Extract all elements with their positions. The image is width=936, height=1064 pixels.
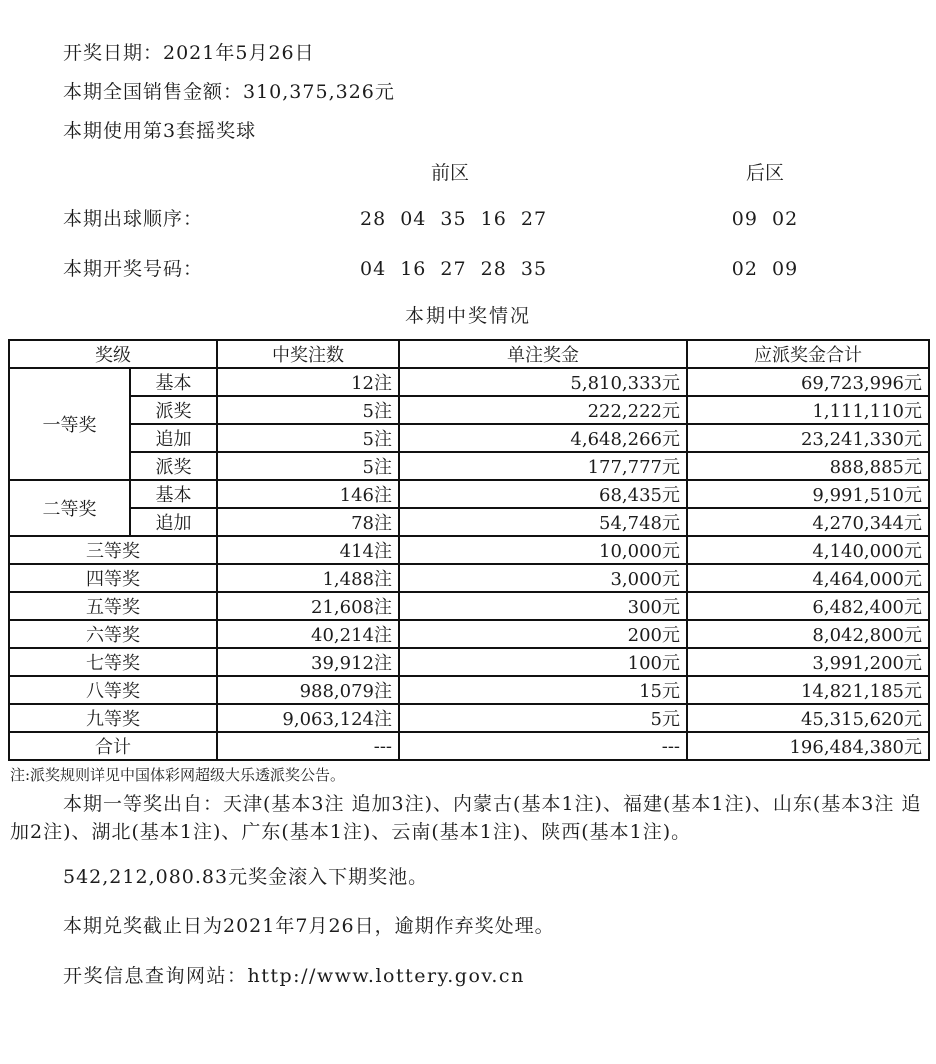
table-row-total [9,732,929,760]
total-prize-cell: 45,315,620元 [687,704,929,732]
count-cell: 5注 [217,396,399,424]
table-row-fourth-prize [9,564,929,592]
table-row-second-prize-addon [9,508,929,536]
single-prize-cell: 4,648,266元 [399,424,687,452]
count-cell: 988,079注 [217,676,399,704]
single-prize-cell: 3,000元 [399,564,687,592]
back-zone-label: 后区 [745,162,784,184]
table-row-fifth-prize [9,592,929,620]
count-cell: 78注 [217,508,399,536]
single-prize-cell: 100元 [399,648,687,676]
total-prize-cell: 3,991,200元 [687,648,929,676]
header-count: 中奖注数 [217,340,399,368]
table-row-ninth-prize [9,704,929,732]
count-cell: 414注 [217,536,399,564]
zone-header-row [0,162,936,184]
tier-cell-first-prize: 一等奖 [9,368,130,480]
winning-numbers-row [0,258,936,280]
info-website-line: 开奖信息查询网站：http://www.lottery.gov.cn [63,965,525,987]
winning-numbers-front: 04 16 27 28 35 [360,258,548,280]
single-prize-cell: --- [399,732,687,760]
total-prize-cell: 8,042,800元 [687,620,929,648]
table-row-first-prize-basic [9,368,929,396]
table-row-third-prize [9,536,929,564]
single-prize-cell: 10,000元 [399,536,687,564]
total-prize-cell: 196,484,380元 [687,732,929,760]
single-prize-cell: 5,810,333元 [399,368,687,396]
single-prize-cell: 300元 [399,592,687,620]
single-prize-cell: 54,748元 [399,508,687,536]
tier-cell: 八等奖 [9,676,217,704]
count-cell: --- [217,732,399,760]
total-prize-cell: 14,821,185元 [687,676,929,704]
subtype-cell: 基本 [130,480,217,508]
count-cell: 5注 [217,424,399,452]
tier-cell-total: 合计 [9,732,217,760]
total-prize-cell: 69,723,996元 [687,368,929,396]
table-row-second-prize-basic [9,480,929,508]
bonus-rule-note: 注:派奖规则详见中国体彩网超级大乐透派奖公告。 [10,766,346,784]
ball-order-front-numbers: 28 04 35 16 27 [360,208,548,230]
table-row-first-prize-addon [9,424,929,452]
count-cell: 21,608注 [217,592,399,620]
count-cell: 9,063,124注 [217,704,399,732]
total-prize-cell: 23,241,330元 [687,424,929,452]
count-cell: 146注 [217,480,399,508]
count-cell: 5注 [217,452,399,480]
prize-table [8,339,930,761]
single-prize-cell: 5元 [399,704,687,732]
total-prize-cell: 9,991,510元 [687,480,929,508]
tier-cell: 九等奖 [9,704,217,732]
ball-order-back-numbers: 09 02 [731,208,799,230]
subtype-cell: 基本 [130,368,217,396]
table-row-first-prize-bonus2 [9,452,929,480]
count-cell: 1,488注 [217,564,399,592]
winning-numbers-label: 本期开奖号码： [63,258,204,280]
front-zone-label: 前区 [430,162,469,184]
single-prize-cell: 200元 [399,620,687,648]
ball-order-label: 本期出球顺序： [63,208,204,230]
tier-cell: 五等奖 [9,592,217,620]
table-row-seventh-prize [9,648,929,676]
total-prize-cell: 4,140,000元 [687,536,929,564]
total-prize-cell: 4,464,000元 [687,564,929,592]
count-cell: 12注 [217,368,399,396]
first-prize-origin-paragraph: 本期一等奖出自：天津(基本3注 追加3注)、内蒙古(基本1注)、福建(基本1注)、山东(基本3注 追加2注)、湖北(基本1注)、广东(基本1注)、云南(基本1注)、陕西(基本1注)。 [10,793,922,843]
total-prize-cell: 1,111,110元 [687,396,929,424]
redeem-deadline-line: 本期兑奖截止日为2021年7月26日，逾期作弃奖处理。 [63,915,555,937]
header-tier: 奖级 [9,340,217,368]
ball-order-row [0,208,936,230]
draw-date-line: 开奖日期：2021年5月26日 [63,42,315,64]
header-total-prize: 应派奖金合计 [687,340,929,368]
subtype-cell: 派奖 [130,452,217,480]
tier-cell: 四等奖 [9,564,217,592]
tier-cell: 六等奖 [9,620,217,648]
subtype-cell: 追加 [130,508,217,536]
prize-table-header-row [9,340,929,368]
prize-table-title: 本期中奖情况 [404,305,531,327]
total-prize-cell: 6,482,400元 [687,592,929,620]
tier-cell: 七等奖 [9,648,217,676]
single-prize-cell: 222,222元 [399,396,687,424]
ball-set-line: 本期使用第3套摇奖球 [63,120,257,142]
winning-numbers-back: 02 09 [731,258,799,280]
subtype-cell: 追加 [130,424,217,452]
total-prize-cell: 4,270,344元 [687,508,929,536]
table-row-sixth-prize [9,620,929,648]
sales-amount-line: 本期全国销售金额：310,375,326元 [63,81,395,103]
tier-cell: 三等奖 [9,536,217,564]
count-cell: 39,912注 [217,648,399,676]
single-prize-cell: 177,777元 [399,452,687,480]
table-row-first-prize-bonus1 [9,396,929,424]
subtype-cell: 派奖 [130,396,217,424]
table-row-eighth-prize [9,676,929,704]
count-cell: 40,214注 [217,620,399,648]
total-prize-cell: 888,885元 [687,452,929,480]
rollover-line: 542,212,080.83元奖金滚入下期奖池。 [63,866,429,888]
header-single-prize: 单注奖金 [399,340,687,368]
single-prize-cell: 68,435元 [399,480,687,508]
tier-cell-second-prize: 二等奖 [9,480,130,536]
single-prize-cell: 15元 [399,676,687,704]
